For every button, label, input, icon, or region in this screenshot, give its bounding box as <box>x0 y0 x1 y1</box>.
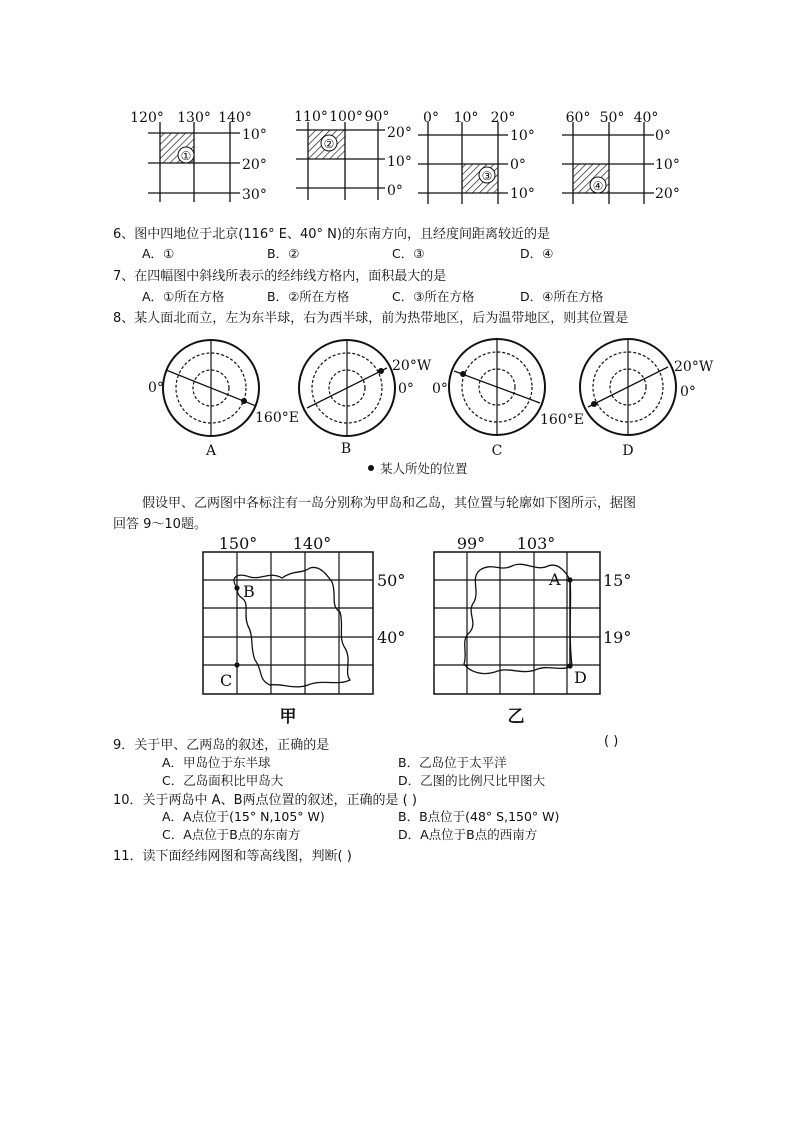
q9-option-a: A．甲岛位于东半球 <box>162 755 271 770</box>
svg-text:20°: 20° <box>655 186 680 202</box>
question-10-stem: 10．关于两岛中 A、B两点位置的叙述，正确的是 ( ) <box>113 793 417 808</box>
svg-text:140°: 140° <box>218 110 252 126</box>
polar-letter-d: D <box>622 443 634 459</box>
person-position-marker <box>241 398 247 404</box>
grid-mark-3: ③ <box>481 169 493 183</box>
svg-text:0°: 0° <box>680 384 696 400</box>
q7-option-d: D．④所在方格 <box>520 289 604 304</box>
svg-text:40°: 40° <box>377 628 406 647</box>
svg-text:110°: 110° <box>294 109 328 125</box>
svg-text:10°: 10° <box>453 110 479 126</box>
svg-text:20°: 20° <box>242 157 267 173</box>
svg-text:150°: 150° <box>218 534 258 553</box>
q10-option-b: B．B点位于(48° S,150° W) <box>398 809 560 824</box>
svg-text:130°: 130° <box>177 110 211 126</box>
svg-text:120°: 120° <box>130 110 164 126</box>
q7-option-c: C．③所在方格 <box>392 289 475 304</box>
svg-text:60°: 60° <box>565 110 591 126</box>
polar-figure-b <box>299 340 395 436</box>
svg-text:50°: 50° <box>599 110 625 126</box>
person-position-marker <box>378 368 384 374</box>
question-9-paren: ( ) <box>604 734 619 749</box>
polar-letter-b: B <box>340 441 352 457</box>
polar-figures <box>0 330 794 480</box>
svg-text:20°: 20° <box>387 125 412 141</box>
svg-text:0°: 0° <box>423 110 439 126</box>
svg-text:10°: 10° <box>242 127 267 143</box>
svg-text:90°: 90° <box>364 109 390 125</box>
q9-option-c: C．乙岛面积比甲岛大 <box>162 773 284 788</box>
grid-mark-1: ① <box>180 149 192 163</box>
intro-line-1: 假设甲、乙两图中各标注有一岛分别称为甲岛和乙岛，其位置与轮廓如下图所示，据图 <box>142 496 637 511</box>
svg-text:10°: 10° <box>655 157 680 173</box>
q6-option-b: B．② <box>267 246 300 261</box>
polar-letter-c: C <box>491 443 503 459</box>
question-9-stem: 9．关于甲、乙两岛的叙述，正确的是 <box>113 738 330 753</box>
svg-text:160°E: 160°E <box>540 412 584 428</box>
grid-mark-4: ④ <box>592 179 604 193</box>
point-b-label: B <box>243 582 255 601</box>
question-8-stem: 8、某人面北而立，左为东半球，右为西半球，前为热带地区，后为温带地区，则其位置是 <box>113 311 629 326</box>
svg-text:10°: 10° <box>387 154 412 170</box>
svg-text:0°: 0° <box>432 381 448 397</box>
svg-text:0°: 0° <box>387 183 403 199</box>
svg-text:15°: 15° <box>603 571 632 590</box>
svg-text:103°: 103° <box>516 534 556 553</box>
polar-figure-a <box>163 340 259 436</box>
question-6-stem: 6、图中四地位于北京(116° E、40° N)的东南方向，且经度间距离较近的是 <box>113 227 550 242</box>
svg-text:0°: 0° <box>148 380 164 396</box>
svg-text:10°: 10° <box>510 128 535 144</box>
grid-figures <box>0 100 794 210</box>
q10-option-c: C．A点位于B点的东南方 <box>162 827 301 842</box>
svg-text:20°W: 20°W <box>392 358 432 374</box>
svg-text:0°: 0° <box>398 381 414 397</box>
legend-text: 某人所处的位置 <box>380 461 468 476</box>
legend-dot <box>368 465 374 471</box>
q9-option-b: B．乙岛位于太平洋 <box>398 755 507 770</box>
person-position-marker <box>460 371 466 377</box>
person-position-marker <box>591 401 597 407</box>
point-a-label: A <box>549 570 561 589</box>
point-d-label: D <box>574 668 587 687</box>
figure-caption-yi: 乙 <box>507 707 525 727</box>
svg-text:30°: 30° <box>242 187 267 203</box>
question-7-stem: 7、在四幅图中斜线所表示的经纬线方格内，面积最大的是 <box>113 269 447 284</box>
figure-caption-jia: 甲 <box>279 707 297 727</box>
grid-figure-3 <box>418 110 535 204</box>
q9-option-d: D．乙图的比例尺比甲图大 <box>398 773 546 788</box>
question-11-stem: 11．读下面经纬网图和等高线图，判断( ) <box>113 849 352 864</box>
svg-text:40°: 40° <box>633 110 659 126</box>
svg-text:0°: 0° <box>655 128 671 144</box>
grid-figure-2 <box>294 109 412 200</box>
q7-option-a: A．①所在方格 <box>142 289 225 304</box>
q6-option-c: C．③ <box>392 246 425 261</box>
island-figures <box>0 530 794 730</box>
q10-option-d: D．A点位于B点的西南方 <box>398 827 538 842</box>
intro-line-2: 回答 9～10题。 <box>113 517 207 532</box>
island-yi-figure <box>434 534 631 727</box>
q10-option-a: A．A点位于(15° N,105° W) <box>162 809 325 824</box>
svg-text:20°W: 20°W <box>674 359 714 375</box>
grid-mark-2: ② <box>323 137 335 151</box>
svg-text:160°E: 160°E <box>255 410 299 426</box>
polar-figure-d <box>580 339 676 435</box>
polar-letter-a: A <box>205 443 217 459</box>
grid-figure-4 <box>562 110 680 204</box>
point-c-label: C <box>220 671 233 690</box>
q7-option-b: B．②所在方格 <box>267 289 350 304</box>
grid-figure-1 <box>130 110 267 203</box>
svg-text:99°: 99° <box>456 534 486 553</box>
svg-text:19°: 19° <box>603 628 632 647</box>
svg-text:140°: 140° <box>292 534 332 553</box>
polar-figure-c <box>449 339 545 435</box>
q6-option-a: A．① <box>142 246 175 261</box>
q6-option-d: D．④ <box>520 246 554 261</box>
svg-text:100°: 100° <box>329 109 363 125</box>
svg-text:10°: 10° <box>510 186 535 202</box>
svg-text:0°: 0° <box>510 157 526 173</box>
svg-text:20°: 20° <box>490 110 516 126</box>
island-jia-figure <box>203 534 405 727</box>
svg-text:50°: 50° <box>377 571 406 590</box>
